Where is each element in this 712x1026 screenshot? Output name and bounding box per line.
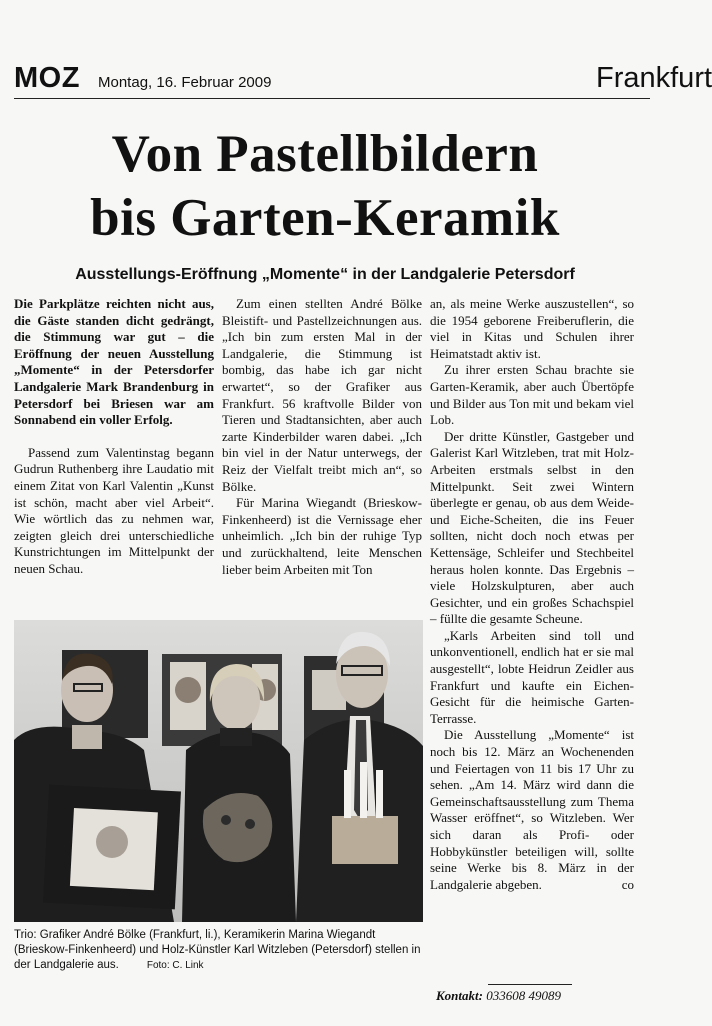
photo-credit: Foto: C. Link (146, 960, 204, 971)
paper-name: MOZ (14, 62, 80, 94)
paragraph: Der dritte Künstler, Gastgeber und Galerist Karl Witzleben, trat mit Holz-Arbeiten erstmals selbst in den Mittelpunkt. Seit zwei Wintern überlegte er genau, ob aus dem Weide- und Eiche-Scheiten, die ins Feuer sollten, nicht doch noch etwas per Kettensäge, Schleifer und Stechbeitel heraus holen konnte. Das Ergebnis – viele Holzskulpturen, aber auch Gesichter, und ein großes Schachspiel – füllte die gesamte Scheune. (430, 428, 634, 627)
contact-rule (488, 984, 572, 985)
contact-phone: 033608 49089 (486, 988, 561, 1003)
headline-line-1: Von Pastellbildern (111, 125, 539, 183)
photo-illustration (14, 620, 423, 922)
article-column-1 (14, 296, 214, 578)
contact-line (436, 988, 561, 1004)
masthead-rule (14, 98, 650, 99)
author-signature: co (621, 876, 634, 892)
caption-text: Trio: Grafiker André Bölke (Frankfurt, li.), Keramikerin Marina Wiegandt (Brieskow-Finkenheerd) und Holz-Künstler Karl Witzleben (Petersdorf) stellen in der Landgalerie aus. (14, 929, 421, 971)
closing-paragraph: Die Ausstellung „Momente“ ist noch bis 12. März an Wochenenden und Feiertagen von 11 bis 17 Uhr zu sehen. „Am 14. März wird dann die Gemeinschaftsausstellung zum Thema Wasser eröffnet“, so Witzleben. Wer sich daran als Profi- oder Hobbykünstler beteiligen will, sollte seine Werke bis 8. März in der Landgalerie abgeben. (430, 727, 634, 892)
lead-paragraph: Die Parkplätze reichten nicht aus, die Gäste standen dicht gedrängt, die Stimmung war gut – die Eröffnung der neuen Ausstellung „Momente“ in der Petersdorfer Landgalerie Mark Brandenburg in Petersdorf bei Briesen war am Sonnabend ein voller Erfolg. (14, 296, 214, 428)
contact-label: Kontakt: (436, 988, 483, 1003)
paragraph: Für Marina Wiegandt (Brieskow-Finkenheerd) ist die Vernissage eher unheimlich. „Ich bin der ruhige Typ und zurückhaltend, leite Menschen lieber beim Arbeiten mit Ton (222, 495, 422, 577)
masthead (14, 62, 712, 102)
paragraph: „Karls Arbeiten sind toll und unkonventionell, endlich hat er sie mal ausgestellt“, lobte Heidrun Zeidler aus Frankfurt und kaufte ein Eichen-Gesicht für die heimische Garten-Terrasse. (430, 627, 634, 726)
article-column-2 (222, 296, 422, 578)
paragraph (430, 727, 634, 893)
headline-line-2: bis Garten-Keramik (90, 189, 560, 247)
paragraph: Zum einen stellten André Bölke Bleistift- und Pastellzeichnungen aus. „Ich bin zum ersten Mal in der Landgalerie, die Stimmung ist bombig, das habe ich gar nicht erwartet“, so der Grafiker aus Frankfurt. 56 kraftvolle Bilder von Tieren und Stadtansichten, aber auch zarte Kinderbilder waren dabei. „Ich bin viel in der Natur unterwegs, der Reiz der Vielfalt treibt mich an“, so Bölke. (222, 296, 422, 494)
subheadline: Ausstellungs-Eröffnung „Momente“ in der Landgalerie Petersdorf (75, 266, 575, 283)
photo-caption (14, 928, 424, 973)
paragraph: Passend zum Valentinstag begann Gudrun Ruthenberg ihre Laudatio mit einem Zitat von Karl Valentin „Kunst ist schön, macht aber viel Arbeit“. Wie wörtlich das zu nehmen war, zeigten gleich drei unterschiedliche Kunstrichtungen im Mittelpunkt der neuen Schau. (14, 444, 214, 576)
headline (14, 122, 636, 250)
section-name: Frankfurt (596, 62, 712, 94)
article-column-3 (430, 296, 634, 893)
article-photo (14, 620, 423, 922)
issue-date: Montag, 16. Februar 2009 (98, 74, 272, 91)
paragraph: Zu ihrer ersten Schau brachte sie Garten-Keramik, aber auch Übertöpfe und Bilder aus Ton mit und bekam viel Lob. (430, 362, 634, 428)
paragraph: an, als meine Werke auszustellen“, so die 1954 geborene Freiberuflerin, die viel in Kitas und Schulen ihrer Heimatstadt aktiv ist. (430, 296, 634, 361)
